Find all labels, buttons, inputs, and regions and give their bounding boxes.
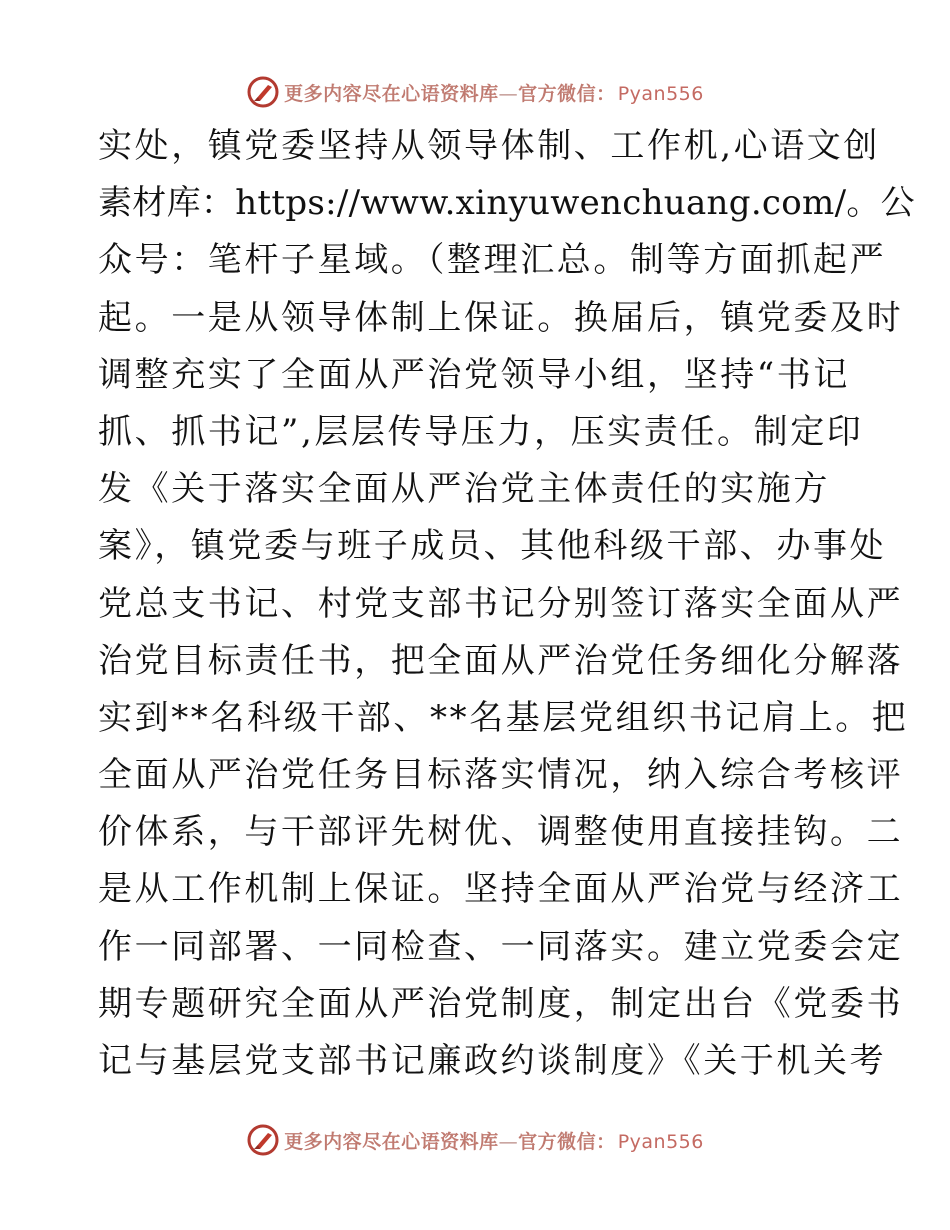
brand-logo-icon: [246, 75, 280, 109]
banner-text: [284, 79, 704, 106]
text-line: 是从工作机制上保证。坚持全面从严治党与经济工: [98, 869, 904, 910]
text-line: 治党目标责任书，把全面从严治党任务细化分解落: [98, 640, 904, 681]
text-line: 期专题研究全面从严治党制度，制定出台《党委书: [98, 983, 904, 1024]
text-line: 素材库：https://www.xinyuwenchuang.com/。公: [98, 183, 915, 224]
text-line: 实处，镇党委坚持从领导体制、工作机,心语文创: [98, 126, 881, 166]
banner-official-label: 官方微信：: [518, 82, 616, 105]
text-line: 调整充实了全面从严治党领导小组，坚持“书记: [98, 354, 850, 395]
banner-separator: —: [498, 82, 519, 105]
banner-official-label: 官方微信：: [518, 1130, 616, 1153]
text-line: 实到**名科级干部、**名基层党组织书记肩上。把: [98, 697, 909, 738]
document-body: [98, 118, 915, 1090]
text-line: 全面从严治党任务目标落实情况，纳入综合考核评: [98, 755, 904, 796]
text-line: 抓、抓书记”,层层传导压力，压实责任。制定印: [98, 411, 864, 452]
text-line: 起。一是从领导体制上保证。换届后，镇党委及时: [98, 297, 904, 338]
text-line: 案》，镇党委与班子成员、其他科级干部、办事处: [98, 526, 887, 567]
brand-logo-icon: [246, 1123, 280, 1157]
text-line: 记与基层党支部书记廉政约谈制度》《关于机关考: [98, 1041, 887, 1081]
text-line: 价体系，与干部评先树优、调整使用直接挂钩。二: [98, 812, 904, 853]
banner-text: [284, 1127, 704, 1154]
banner-wechat-id: Pyan556: [617, 82, 704, 105]
text-line: 党总支书记、村党支部书记分别签订落实全面从严: [98, 583, 904, 624]
footer-banner: [0, 1120, 950, 1160]
banner-slogan: 更多内容尽在心语资料库: [284, 1130, 499, 1153]
text-line: 发《关于落实全面从严治党主体责任的实施方: [98, 469, 830, 510]
banner-slogan: 更多内容尽在心语资料库: [284, 82, 499, 105]
text-line: 作一同部署、一同检查、一同落实。建立党委会定: [98, 926, 904, 967]
banner-separator: —: [498, 1130, 519, 1153]
banner-wechat-id: Pyan556: [617, 1130, 704, 1153]
text-line: 众号：笔杆子星域。（整理汇总。制等方面抓起严: [98, 240, 887, 281]
header-banner: [0, 72, 950, 112]
